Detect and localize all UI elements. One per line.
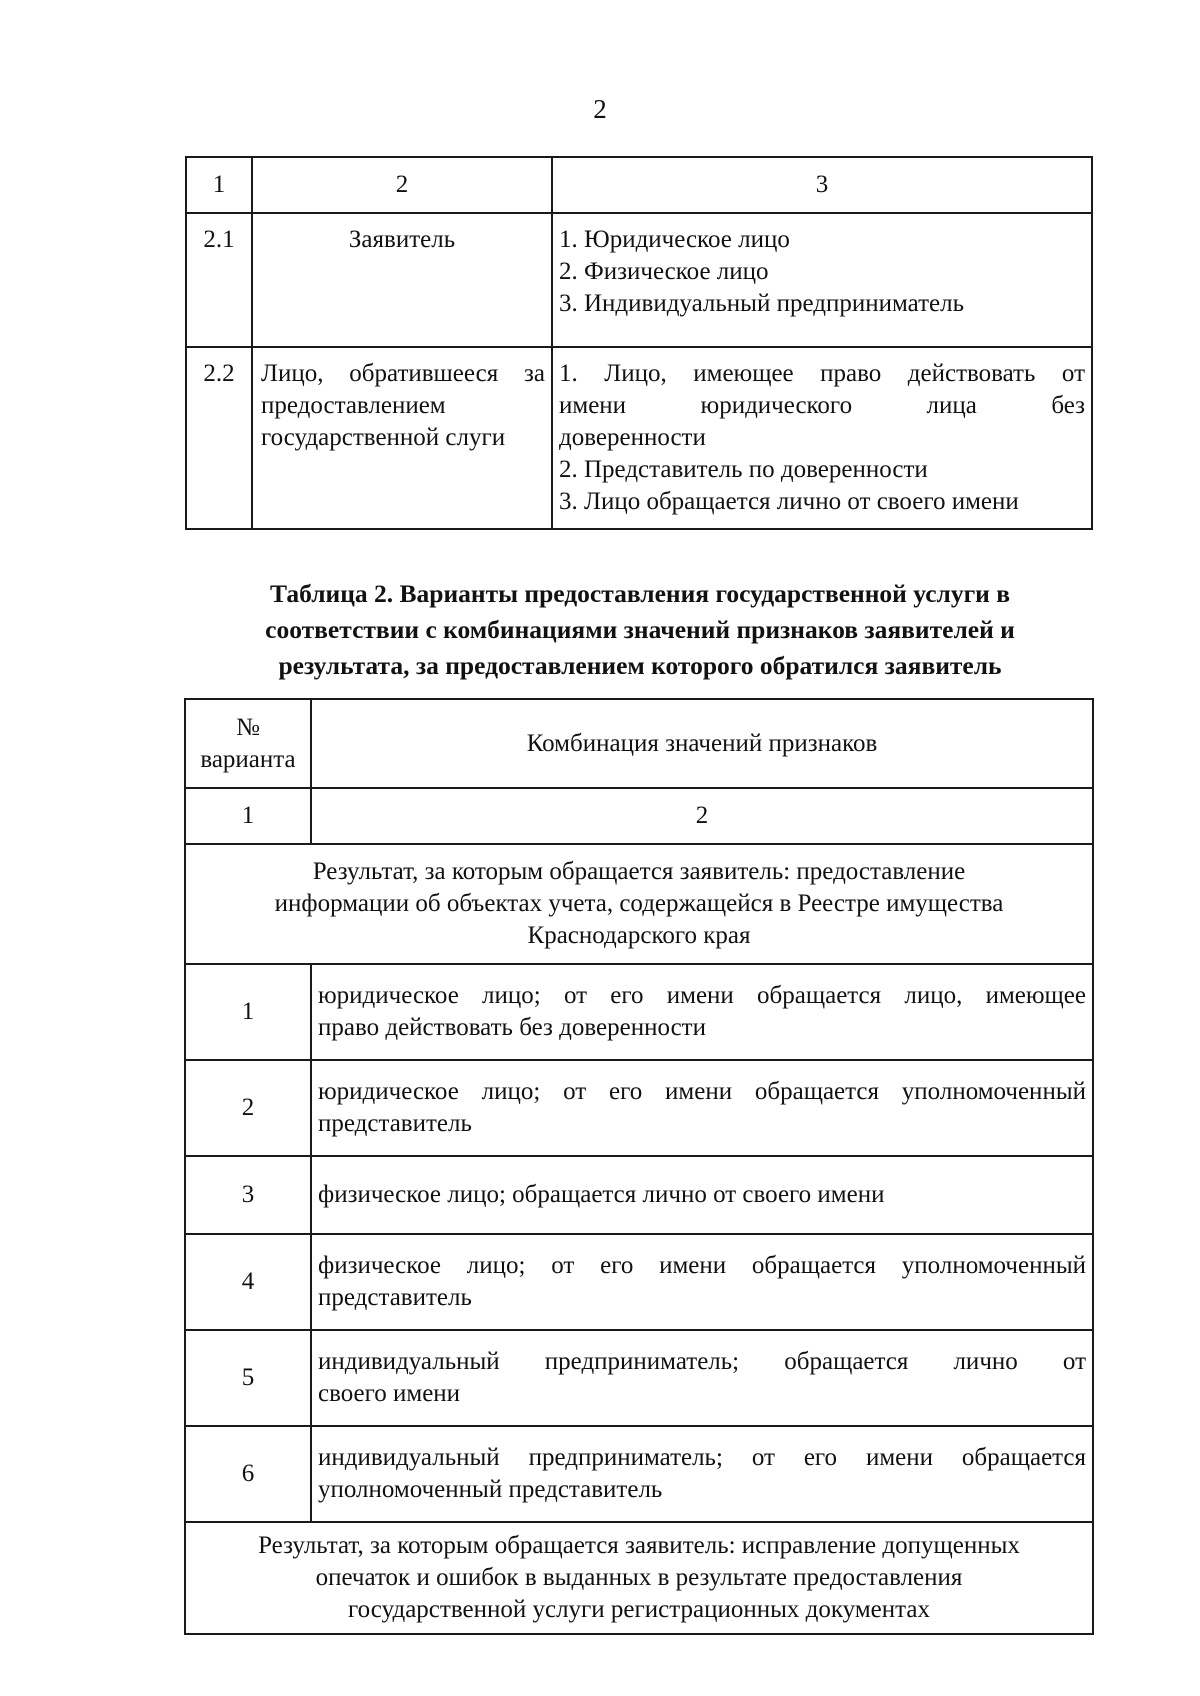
result-section-text — [185, 1522, 1093, 1634]
result-section-text — [185, 844, 1093, 964]
description-line: физическое лицо; от его имени обращается уполномоченный — [318, 1252, 1086, 1279]
variant-number: 4 — [185, 1234, 311, 1330]
description-line: представитель — [318, 1284, 472, 1311]
variant-number: 6 — [185, 1426, 311, 1522]
table-header-row — [185, 699, 1093, 788]
variant-row — [185, 1234, 1093, 1330]
applicant-attributes-table — [185, 156, 1093, 530]
header-line: № — [236, 713, 260, 741]
description-line: юридическое лицо; от его имени обращается уполномоченный — [318, 1078, 1086, 1105]
name-line: Лицо, обратившееся за — [261, 360, 545, 387]
variant-description — [311, 1060, 1093, 1156]
attribute-values — [552, 213, 1092, 347]
value-item: 2. Физическое лицо — [559, 258, 769, 285]
value-item: 3. Лицо обращается лично от своего имени — [559, 488, 1019, 515]
attribute-name: Заявитель — [252, 213, 552, 347]
variant-number-header — [185, 699, 311, 788]
variant-row — [185, 1426, 1093, 1522]
section-line: Результат, за которым обращается заявитель: исправление допущенных — [258, 1532, 1020, 1559]
variant-description — [311, 964, 1093, 1060]
variant-description — [311, 1330, 1093, 1426]
section-line: Краснодарского края — [527, 922, 751, 949]
page-number: 2 — [593, 94, 607, 124]
caption-line: Таблица 2. Варианты предоставления государственной услуги в — [269, 579, 1010, 608]
value-item: 1. Юридическое лицо — [559, 226, 790, 253]
name-line: предоставлением — [261, 392, 446, 419]
variant-number: 2 — [185, 1060, 311, 1156]
description-line: юридическое лицо; от его имени обращается лицо, имеющее — [318, 982, 1086, 1009]
column-numbering-row — [185, 788, 1093, 844]
table-row — [186, 213, 1092, 347]
row-number: 2.1 — [186, 213, 252, 347]
value-item: 3. Индивидуальный предприниматель — [559, 290, 964, 317]
row-number: 2.2 — [186, 347, 252, 529]
section-line: информации об объектах учета, содержащейся в Реестре имущества — [274, 890, 1004, 917]
service-variants-table — [184, 698, 1094, 1635]
description-line: индивидуальный предприниматель; обращается лично от — [318, 1348, 1086, 1375]
variant-row — [185, 1330, 1093, 1426]
section-line: государственной услуги регистрационных документах — [348, 1596, 930, 1623]
result-section-row — [185, 844, 1093, 964]
variant-row — [185, 964, 1093, 1060]
column-number-2: 2 — [311, 788, 1093, 844]
description-line: право действовать без доверенности — [318, 1014, 706, 1041]
variant-row — [185, 1060, 1093, 1156]
attribute-name — [252, 347, 552, 529]
table-2-caption — [200, 576, 1080, 684]
variant-description — [311, 1234, 1093, 1330]
variant-number: 1 — [185, 964, 311, 1060]
value-item: 2. Представитель по доверенности — [559, 456, 928, 483]
description-line: своего имени — [318, 1380, 461, 1407]
caption-line: результата, за предоставлением которого обратился заявитель — [278, 651, 1002, 680]
variant-row — [185, 1156, 1093, 1234]
description-line: уполномоченный представитель — [318, 1476, 663, 1503]
column-number-3: 3 — [552, 157, 1092, 213]
value-line: доверенности — [559, 424, 706, 451]
description-line: физическое лицо; обращается лично от своего имени — [318, 1181, 885, 1208]
column-number-2: 2 — [252, 157, 552, 213]
section-line: Результат, за которым обращается заявитель: предоставление — [312, 858, 966, 885]
table-header-row — [186, 157, 1092, 213]
variant-description — [311, 1156, 1093, 1234]
header-line: варианта — [200, 745, 296, 773]
variant-number: 3 — [185, 1156, 311, 1234]
column-number-1: 1 — [186, 157, 252, 213]
name-line: государственной слуги — [261, 424, 506, 451]
combination-header: Комбинация значений признаков — [311, 699, 1093, 788]
value-line: 1. Лицо, имеющее право действовать от — [559, 360, 1085, 387]
caption-line: соответствии с комбинациями значений признаков заявителей и — [265, 615, 1015, 644]
description-line: индивидуальный предприниматель; от его имени обращается — [318, 1444, 1086, 1471]
value-line: имени юридического лица без — [559, 392, 1085, 419]
section-line: опечаток и ошибок в выданных в результате предоставления — [315, 1564, 963, 1591]
attribute-values — [552, 347, 1092, 529]
column-number-1: 1 — [185, 788, 311, 844]
table-row — [186, 347, 1092, 529]
variant-description — [311, 1426, 1093, 1522]
variant-number: 5 — [185, 1330, 311, 1426]
description-line: представитель — [318, 1110, 472, 1137]
result-section-row — [185, 1522, 1093, 1634]
